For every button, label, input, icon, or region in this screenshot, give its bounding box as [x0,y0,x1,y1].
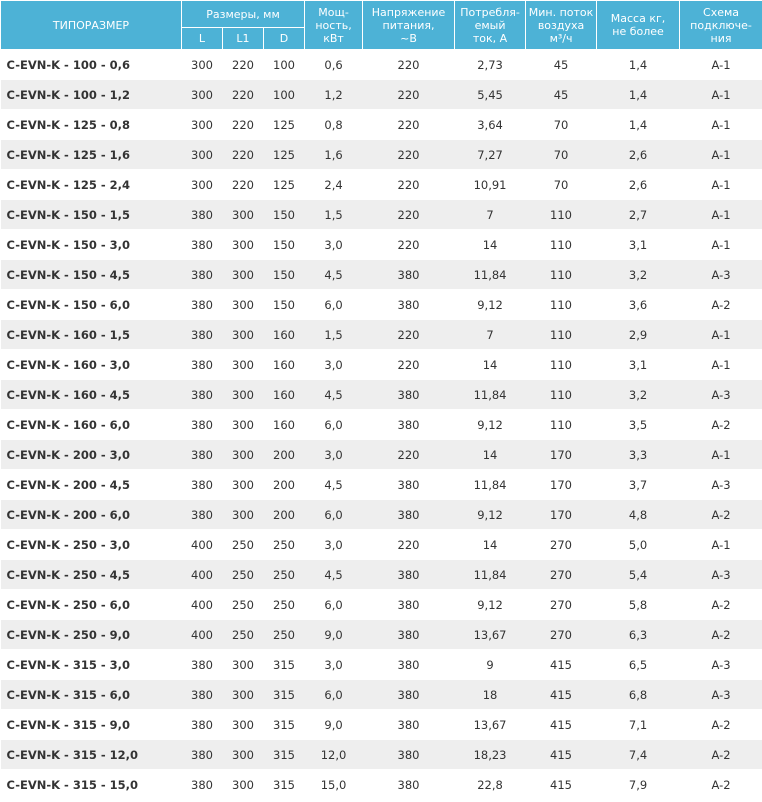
dim-l-cell: 300 [182,140,223,170]
mass-cell: 3,1 [597,230,680,260]
power-cell: 4,5 [305,560,363,590]
scheme-cell: A-1 [680,170,762,200]
voltage-cell: 380 [363,290,455,320]
dim-l-cell: 380 [182,740,223,770]
dim-d-cell: 125 [264,170,305,200]
power-cell: 9,0 [305,710,363,740]
scheme-cell: A-1 [680,200,762,230]
table-row [1,410,762,440]
model-cell: C-EVN-K - 150 - 4,5 [1,260,182,290]
dim-l1-cell: 300 [223,320,264,350]
current-cell: 14 [455,230,526,260]
dim-l1-cell: 300 [223,500,264,530]
model-cell: C-EVN-K - 125 - 0,8 [1,110,182,140]
scheme-cell: A-3 [680,560,762,590]
current-cell: 14 [455,440,526,470]
table-row [1,170,762,200]
dim-l-cell: 300 [182,110,223,140]
airflow-cell: 270 [526,530,597,560]
voltage-cell: 380 [363,710,455,740]
dim-l1-cell: 250 [223,620,264,650]
model-cell: C-EVN-K - 150 - 3,0 [1,230,182,260]
mass-cell: 7,4 [597,740,680,770]
voltage-cell: 380 [363,470,455,500]
mass-cell: 3,5 [597,410,680,440]
table-row [1,200,762,230]
header-dim-d: D [264,28,305,50]
dim-l1-cell: 300 [223,350,264,380]
current-cell: 9 [455,650,526,680]
dim-l1-cell: 250 [223,530,264,560]
voltage-cell: 220 [363,230,455,260]
dim-d-cell: 125 [264,110,305,140]
airflow-cell: 415 [526,770,597,800]
voltage-cell: 220 [363,200,455,230]
table-row [1,320,762,350]
voltage-cell: 380 [363,740,455,770]
voltage-cell: 220 [363,170,455,200]
airflow-cell: 70 [526,140,597,170]
scheme-cell: A-1 [680,440,762,470]
model-cell: C-EVN-K - 150 - 6,0 [1,290,182,320]
mass-cell: 3,2 [597,380,680,410]
power-cell: 0,6 [305,50,363,80]
scheme-cell: A-3 [680,260,762,290]
current-cell: 9,12 [455,410,526,440]
voltage-cell: 380 [363,650,455,680]
current-cell: 7 [455,200,526,230]
voltage-cell: 380 [363,590,455,620]
power-cell: 15,0 [305,770,363,800]
dim-l-cell: 380 [182,260,223,290]
airflow-cell: 110 [526,290,597,320]
dim-d-cell: 150 [264,290,305,320]
current-cell: 11,84 [455,470,526,500]
voltage-cell: 220 [363,80,455,110]
dim-l1-cell: 220 [223,170,264,200]
model-cell: C-EVN-K - 100 - 1,2 [1,80,182,110]
dim-l-cell: 380 [182,680,223,710]
scheme-cell: A-3 [680,650,762,680]
current-cell: 18,23 [455,740,526,770]
power-cell: 1,6 [305,140,363,170]
model-cell: C-EVN-K - 160 - 3,0 [1,350,182,380]
dim-l-cell: 380 [182,320,223,350]
airflow-cell: 270 [526,620,597,650]
current-cell: 9,12 [455,500,526,530]
model-cell: C-EVN-K - 200 - 6,0 [1,500,182,530]
dim-l-cell: 380 [182,770,223,800]
header-dim-l: L [182,28,223,50]
table-row [1,470,762,500]
airflow-cell: 110 [526,410,597,440]
dim-d-cell: 160 [264,350,305,380]
dim-d-cell: 315 [264,680,305,710]
dim-l-cell: 380 [182,440,223,470]
table-row [1,650,762,680]
dim-l1-cell: 220 [223,50,264,80]
airflow-cell: 110 [526,230,597,260]
dim-d-cell: 315 [264,710,305,740]
current-cell: 2,73 [455,50,526,80]
header-model: ТИПОРАЗМЕР [1,1,182,50]
dim-l-cell: 380 [182,500,223,530]
voltage-cell: 380 [363,680,455,710]
current-cell: 18 [455,680,526,710]
power-cell: 2,4 [305,170,363,200]
power-cell: 3,0 [305,440,363,470]
power-cell: 4,5 [305,260,363,290]
dim-l-cell: 400 [182,560,223,590]
mass-cell: 1,4 [597,50,680,80]
current-cell: 3,64 [455,110,526,140]
dim-l1-cell: 250 [223,590,264,620]
power-cell: 6,0 [305,680,363,710]
model-cell: C-EVN-K - 160 - 6,0 [1,410,182,440]
dim-l-cell: 300 [182,170,223,200]
dim-l-cell: 380 [182,350,223,380]
dim-l-cell: 380 [182,710,223,740]
dim-l-cell: 400 [182,620,223,650]
mass-cell: 2,9 [597,320,680,350]
scheme-cell: A-1 [680,110,762,140]
scheme-cell: A-2 [680,710,762,740]
dim-l1-cell: 300 [223,230,264,260]
mass-cell: 6,3 [597,620,680,650]
airflow-cell: 415 [526,680,597,710]
dim-l-cell: 380 [182,290,223,320]
voltage-cell: 220 [363,140,455,170]
current-cell: 5,45 [455,80,526,110]
dim-l1-cell: 300 [223,380,264,410]
current-cell: 11,84 [455,560,526,590]
dim-l1-cell: 300 [223,470,264,500]
model-cell: C-EVN-K - 250 - 6,0 [1,590,182,620]
model-cell: C-EVN-K - 250 - 9,0 [1,620,182,650]
current-cell: 14 [455,530,526,560]
table-row [1,230,762,260]
mass-cell: 6,8 [597,680,680,710]
power-cell: 6,0 [305,410,363,440]
header-mass: Масса кг, не более [597,1,680,50]
dim-d-cell: 160 [264,380,305,410]
voltage-cell: 380 [363,380,455,410]
header-power: Мощ- ность, кВт [305,1,363,50]
dim-l-cell: 380 [182,200,223,230]
scheme-cell: A-1 [680,230,762,260]
table-row [1,740,762,770]
scheme-cell: A-2 [680,620,762,650]
airflow-cell: 110 [526,350,597,380]
scheme-cell: A-1 [680,320,762,350]
power-cell: 9,0 [305,620,363,650]
scheme-cell: A-2 [680,500,762,530]
dim-d-cell: 100 [264,50,305,80]
table-row [1,620,762,650]
table-row [1,260,762,290]
scheme-cell: A-1 [680,530,762,560]
dim-l-cell: 380 [182,410,223,440]
scheme-cell: A-3 [680,680,762,710]
dim-d-cell: 315 [264,770,305,800]
header-voltage: Напряжение питания, ~В [363,1,455,50]
airflow-cell: 45 [526,80,597,110]
scheme-cell: A-2 [680,770,762,800]
dim-d-cell: 150 [264,200,305,230]
mass-cell: 7,1 [597,710,680,740]
table-row [1,530,762,560]
dim-d-cell: 160 [264,410,305,440]
voltage-cell: 220 [363,440,455,470]
dim-d-cell: 200 [264,500,305,530]
airflow-cell: 110 [526,380,597,410]
mass-cell: 2,6 [597,170,680,200]
power-cell: 6,0 [305,500,363,530]
airflow-cell: 170 [526,440,597,470]
dim-d-cell: 160 [264,320,305,350]
mass-cell: 3,6 [597,290,680,320]
mass-cell: 5,8 [597,590,680,620]
voltage-cell: 380 [363,620,455,650]
mass-cell: 1,4 [597,110,680,140]
header-airflow: Мин. поток воздуха м³/ч [526,1,597,50]
dim-l-cell: 380 [182,650,223,680]
mass-cell: 7,9 [597,770,680,800]
power-cell: 4,5 [305,380,363,410]
dim-l-cell: 380 [182,380,223,410]
dim-l1-cell: 300 [223,410,264,440]
table-row [1,560,762,590]
dim-l-cell: 380 [182,230,223,260]
table-row [1,590,762,620]
dim-d-cell: 125 [264,140,305,170]
airflow-cell: 110 [526,320,597,350]
current-cell: 22,8 [455,770,526,800]
mass-cell: 5,0 [597,530,680,560]
scheme-cell: A-3 [680,470,762,500]
dim-l1-cell: 250 [223,560,264,590]
model-cell: C-EVN-K - 250 - 4,5 [1,560,182,590]
table-row [1,380,762,410]
power-cell: 3,0 [305,230,363,260]
header-dimensions: Размеры, мм [182,1,305,28]
dim-d-cell: 250 [264,560,305,590]
airflow-cell: 70 [526,170,597,200]
current-cell: 13,67 [455,710,526,740]
dim-l1-cell: 300 [223,200,264,230]
voltage-cell: 220 [363,320,455,350]
table-header [1,1,762,50]
scheme-cell: A-3 [680,380,762,410]
scheme-cell: A-1 [680,140,762,170]
table-row [1,110,762,140]
model-cell: C-EVN-K - 150 - 1,5 [1,200,182,230]
dim-d-cell: 250 [264,530,305,560]
dim-d-cell: 150 [264,230,305,260]
mass-cell: 3,3 [597,440,680,470]
table-row [1,50,762,80]
mass-cell: 3,1 [597,350,680,380]
power-cell: 1,2 [305,80,363,110]
airflow-cell: 45 [526,50,597,80]
airflow-cell: 270 [526,560,597,590]
table-row [1,80,762,110]
voltage-cell: 220 [363,530,455,560]
model-cell: C-EVN-K - 315 - 9,0 [1,710,182,740]
model-cell: C-EVN-K - 315 - 15,0 [1,770,182,800]
dim-d-cell: 150 [264,260,305,290]
power-cell: 3,0 [305,350,363,380]
table-body [1,50,762,800]
dim-d-cell: 315 [264,740,305,770]
voltage-cell: 220 [363,350,455,380]
dim-l1-cell: 300 [223,680,264,710]
mass-cell: 2,6 [597,140,680,170]
current-cell: 7 [455,320,526,350]
scheme-cell: A-1 [680,50,762,80]
dim-l-cell: 380 [182,470,223,500]
dim-l-cell: 400 [182,590,223,620]
voltage-cell: 220 [363,110,455,140]
airflow-cell: 170 [526,500,597,530]
voltage-cell: 380 [363,770,455,800]
table-row [1,350,762,380]
mass-cell: 5,4 [597,560,680,590]
airflow-cell: 415 [526,740,597,770]
table-row [1,290,762,320]
table-row [1,710,762,740]
model-cell: C-EVN-K - 125 - 1,6 [1,140,182,170]
dim-l-cell: 400 [182,530,223,560]
model-cell: C-EVN-K - 125 - 2,4 [1,170,182,200]
model-cell: C-EVN-K - 100 - 0,6 [1,50,182,80]
current-cell: 13,67 [455,620,526,650]
scheme-cell: A-2 [680,290,762,320]
header-dim-l1: L1 [223,28,264,50]
scheme-cell: A-2 [680,590,762,620]
mass-cell: 1,4 [597,80,680,110]
model-cell: C-EVN-K - 315 - 3,0 [1,650,182,680]
voltage-cell: 380 [363,410,455,440]
current-cell: 7,27 [455,140,526,170]
dim-l1-cell: 300 [223,290,264,320]
current-cell: 9,12 [455,590,526,620]
power-cell: 3,0 [305,530,363,560]
dim-d-cell: 200 [264,470,305,500]
scheme-cell: A-2 [680,740,762,770]
airflow-cell: 170 [526,470,597,500]
dim-l1-cell: 220 [223,110,264,140]
power-cell: 1,5 [305,200,363,230]
airflow-cell: 415 [526,710,597,740]
header-scheme: Схема подключе- ния [680,1,762,50]
current-cell: 11,84 [455,380,526,410]
table-row [1,770,762,800]
header-current: Потребля- емый ток, А [455,1,526,50]
current-cell: 10,91 [455,170,526,200]
voltage-cell: 380 [363,500,455,530]
dim-l1-cell: 300 [223,710,264,740]
power-cell: 6,0 [305,290,363,320]
airflow-cell: 415 [526,650,597,680]
model-cell: C-EVN-K - 315 - 12,0 [1,740,182,770]
power-cell: 0,8 [305,110,363,140]
dim-l-cell: 300 [182,50,223,80]
current-cell: 14 [455,350,526,380]
voltage-cell: 380 [363,560,455,590]
dim-d-cell: 100 [264,80,305,110]
dim-l1-cell: 300 [223,260,264,290]
mass-cell: 3,7 [597,470,680,500]
dim-l1-cell: 300 [223,440,264,470]
model-cell: C-EVN-K - 160 - 4,5 [1,380,182,410]
current-cell: 9,12 [455,290,526,320]
model-cell: C-EVN-K - 160 - 1,5 [1,320,182,350]
dim-l1-cell: 220 [223,80,264,110]
power-cell: 1,5 [305,320,363,350]
dim-d-cell: 250 [264,620,305,650]
scheme-cell: A-1 [680,80,762,110]
scheme-cell: A-2 [680,410,762,440]
dim-d-cell: 250 [264,590,305,620]
model-cell: C-EVN-K - 250 - 3,0 [1,530,182,560]
scheme-cell: A-1 [680,350,762,380]
power-cell: 4,5 [305,470,363,500]
current-cell: 11,84 [455,260,526,290]
dim-d-cell: 315 [264,650,305,680]
table-row [1,140,762,170]
mass-cell: 2,7 [597,200,680,230]
voltage-cell: 380 [363,260,455,290]
power-cell: 3,0 [305,650,363,680]
dim-l1-cell: 300 [223,740,264,770]
power-cell: 12,0 [305,740,363,770]
model-cell: C-EVN-K - 200 - 3,0 [1,440,182,470]
airflow-cell: 110 [526,200,597,230]
mass-cell: 4,8 [597,500,680,530]
table-row [1,440,762,470]
dim-l-cell: 300 [182,80,223,110]
airflow-cell: 270 [526,590,597,620]
table-row [1,500,762,530]
power-cell: 6,0 [305,590,363,620]
dim-l1-cell: 300 [223,770,264,800]
mass-cell: 6,5 [597,650,680,680]
model-cell: C-EVN-K - 200 - 4,5 [1,470,182,500]
table-row [1,680,762,710]
dim-l1-cell: 220 [223,140,264,170]
airflow-cell: 70 [526,110,597,140]
mass-cell: 3,2 [597,260,680,290]
voltage-cell: 220 [363,50,455,80]
dim-d-cell: 200 [264,440,305,470]
model-cell: C-EVN-K - 315 - 6,0 [1,680,182,710]
airflow-cell: 110 [526,260,597,290]
dim-l1-cell: 300 [223,650,264,680]
